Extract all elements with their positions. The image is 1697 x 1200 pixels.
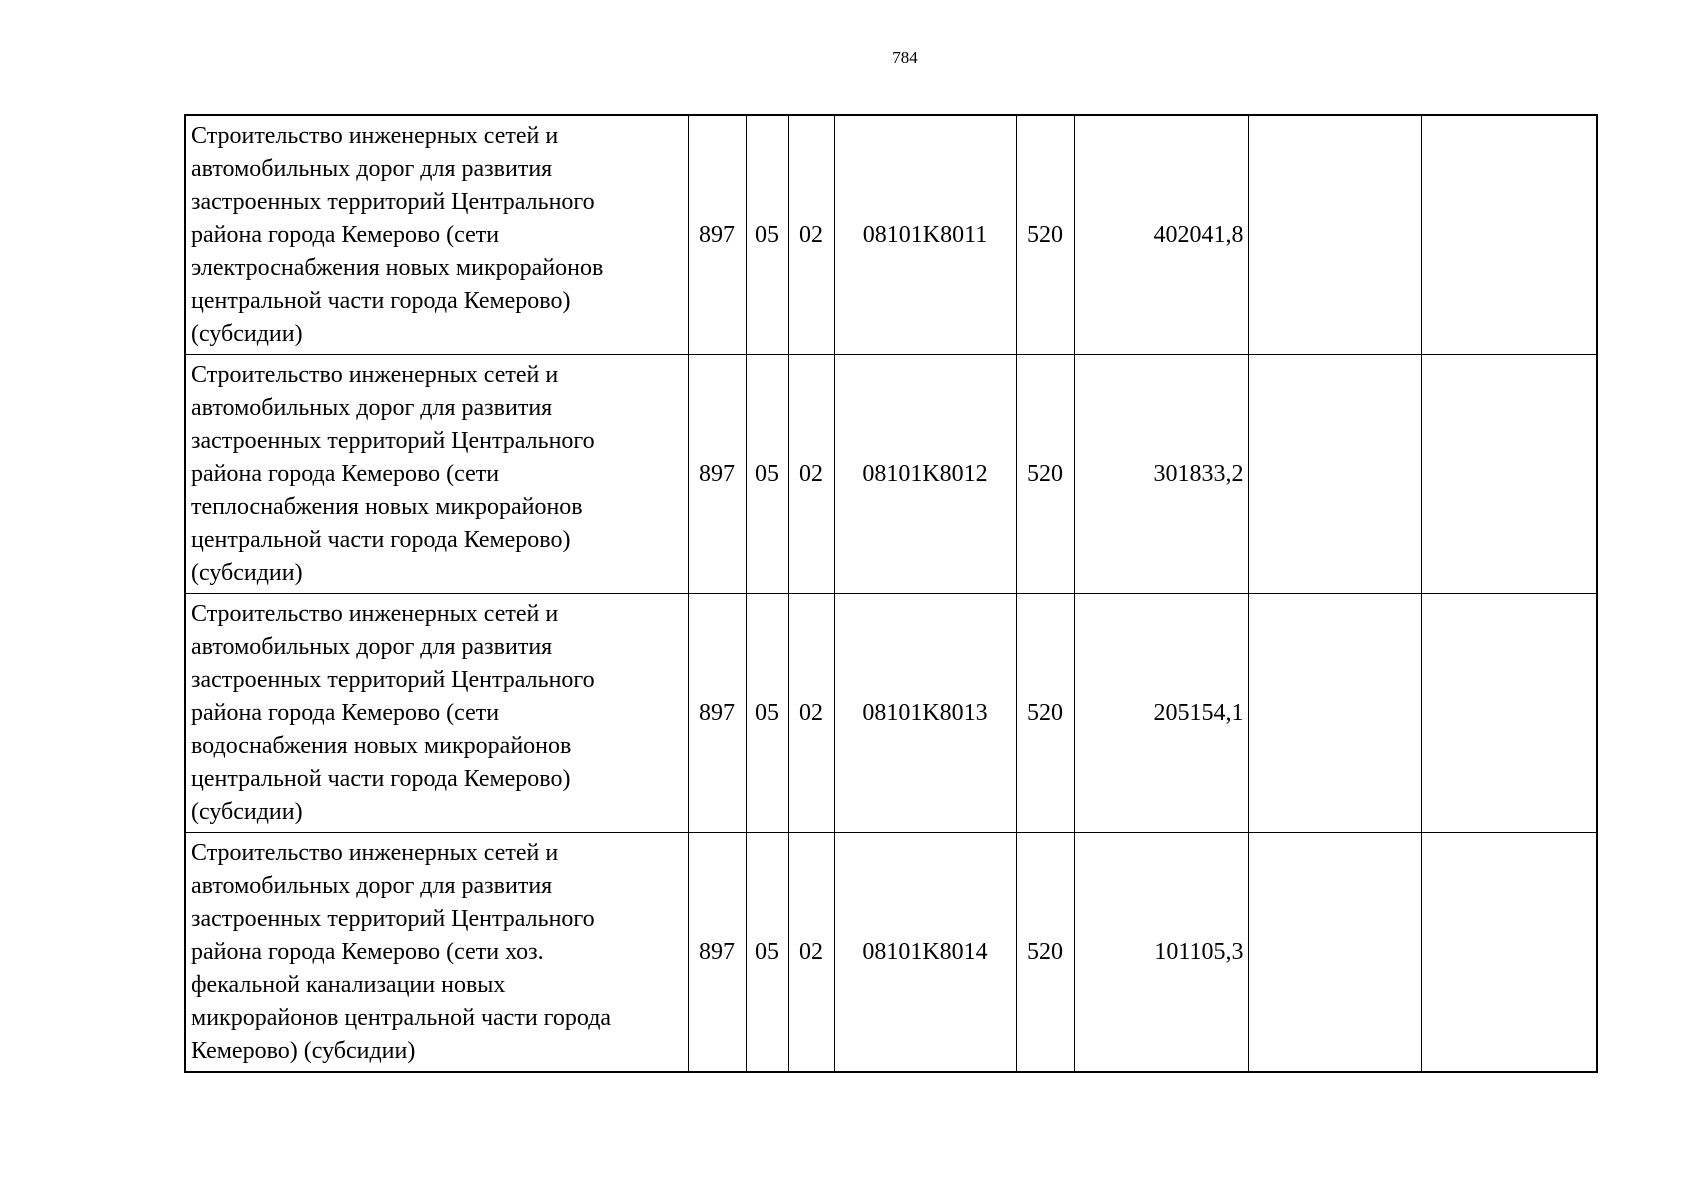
amount-cell: 205154,1 [1074, 594, 1248, 833]
expense-type-cell: 520 [1016, 833, 1074, 1073]
amount-2-cell [1248, 594, 1421, 833]
subsection-code-cell: 02 [788, 833, 834, 1073]
amount-3-cell [1421, 594, 1597, 833]
subsection-code-cell: 02 [788, 594, 834, 833]
amount-cell: 301833,2 [1074, 355, 1248, 594]
page-number: 784 [892, 48, 918, 67]
table-row [185, 594, 1597, 833]
section-code-cell: 05 [746, 833, 788, 1073]
amount-3-cell [1421, 115, 1597, 355]
expense-name-cell: Строительство инженерных сетей и автомобильных дорог для развития застроенных территорий Центрального района города Кемерово (сети теплоснабжения новых микрорайонов центральной части города Кемерово) (субсидии) [185, 355, 688, 594]
amount-2-cell [1248, 833, 1421, 1073]
target-item-cell: 08101K8014 [834, 833, 1016, 1073]
ministry-code-cell: 897 [688, 594, 746, 833]
amount-3-cell [1421, 833, 1597, 1073]
expense-name-cell: Строительство инженерных сетей и автомобильных дорог для развития застроенных территорий Центрального района города Кемерово (сети водоснабжения новых микрорайонов центральной части города Кемерово) (субсидии) [185, 594, 688, 833]
subsection-code-cell: 02 [788, 355, 834, 594]
amount-cell: 402041,8 [1074, 115, 1248, 355]
ministry-code-cell: 897 [688, 833, 746, 1073]
expense-type-cell: 520 [1016, 594, 1074, 833]
subsection-code-cell: 02 [788, 115, 834, 355]
expense-name-cell: Строительство инженерных сетей и автомобильных дорог для развития застроенных территорий Центрального района города Кемерово (сети хоз. фекальной канализации новых микрорайонов центральной части города Кемерово) (субсидии) [185, 833, 688, 1073]
expense-name-cell: Строительство инженерных сетей и автомобильных дорог для развития застроенных территорий Центрального района города Кемерово (сети электроснабжения новых микрорайонов центральной части города Кемерово) (субсидии) [185, 115, 688, 355]
section-code-cell: 05 [746, 355, 788, 594]
table-row [185, 833, 1597, 1073]
ministry-code-cell: 897 [688, 355, 746, 594]
budget-table [184, 114, 1598, 1073]
ministry-code-cell: 897 [688, 115, 746, 355]
section-code-cell: 05 [746, 115, 788, 355]
target-item-cell: 08101K8012 [834, 355, 1016, 594]
expense-type-cell: 520 [1016, 355, 1074, 594]
amount-2-cell [1248, 355, 1421, 594]
target-item-cell: 08101K8011 [834, 115, 1016, 355]
amount-3-cell [1421, 355, 1597, 594]
amount-2-cell [1248, 115, 1421, 355]
target-item-cell: 08101K8013 [834, 594, 1016, 833]
table-row [185, 355, 1597, 594]
table-row [185, 115, 1597, 355]
section-code-cell: 05 [746, 594, 788, 833]
amount-cell: 101105,3 [1074, 833, 1248, 1073]
expense-type-cell: 520 [1016, 115, 1074, 355]
